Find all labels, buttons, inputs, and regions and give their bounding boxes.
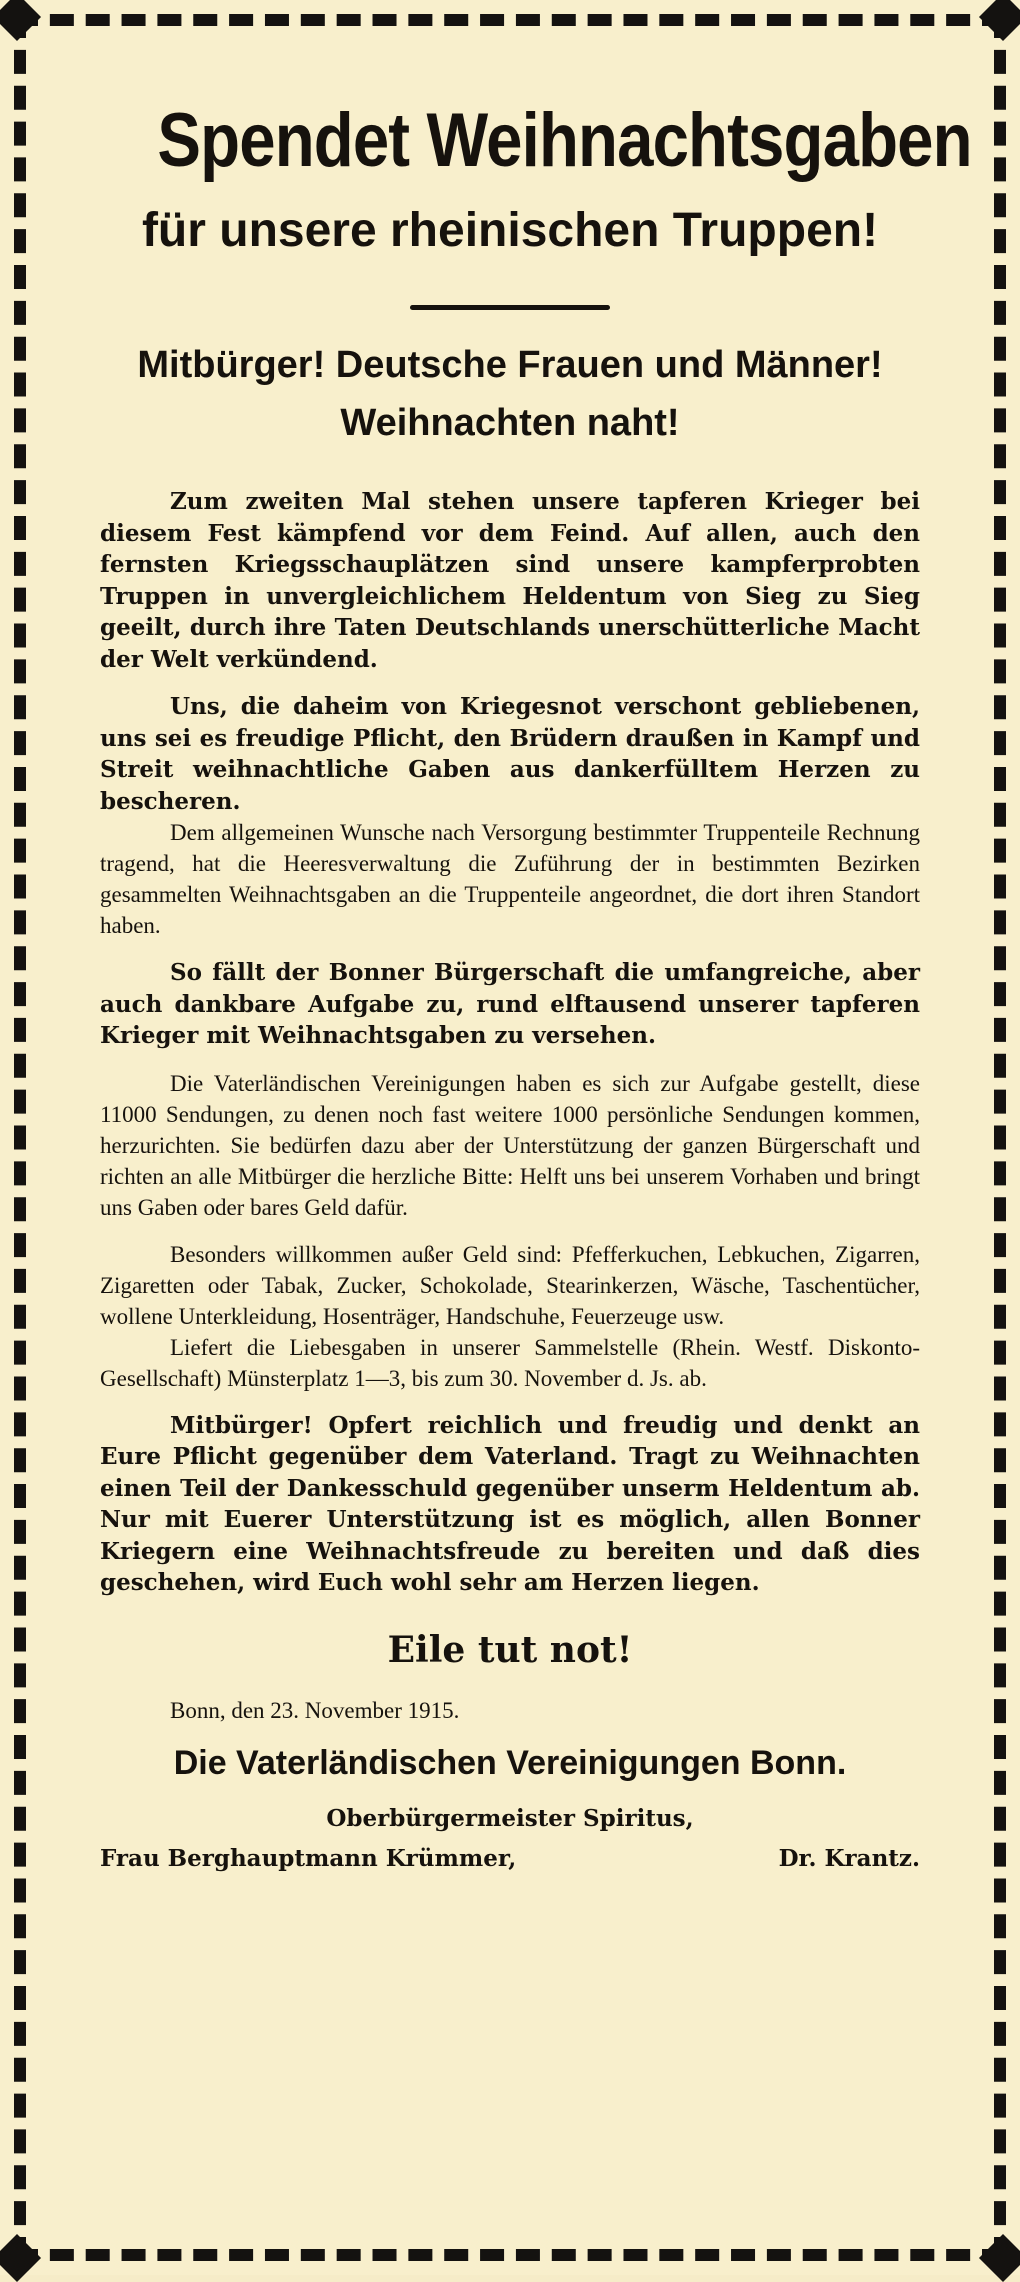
paragraph-5: Die Vaterländischen Vereinigungen haben es sich zur Aufgabe gestellt, diese 11000 Sendungen, zu denen noch fast weitere 1000 persönliche Sendungen kommen, herzurichten. Sie bedürfen dazu aber der Unterstützung der ganzen Bürgerschaft und richten an alle Mitbürger die herzliche Bitte: Helft uns bei unserem Vorhaben und bringt uns Gaben oder bares Geld dafür.	[100, 1070, 920, 1220]
call-to-action: Eile tut not!	[387, 1628, 633, 1671]
notice-body	[100, 95, 972, 1875]
signature-row	[100, 1843, 920, 1875]
notice-subtitle: für unsere rheinischen Truppen!	[141, 204, 879, 257]
signature-mayor: Oberbürgermeister Spiritus,	[326, 1804, 694, 1832]
paragraph-1: Zum zweiten Mal stehen unsere tapferen Krieger bei diesem Fest kämpfend vor dem Feind. Auf allen, auch den fernsten Kriegsschauplätzen sind unsere kampferprobten Truppen in unvergleichlichem Heldentum von Sieg zu Sieg geeilt, durch ihre Taten Deutschlands unerschütterliche Macht der Welt verkündend.	[100, 488, 920, 673]
ornamental-divider	[410, 305, 610, 310]
organization-name: Die Vaterländischen Vereinigungen Bonn.	[173, 1743, 847, 1782]
paragraph-3: Dem allgemeinen Wunsche nach Versorgung bestimmter Truppenteile Rechnung tragend, hat die Heeresverwaltung die Zuführung der in bestimmten Bezirken gesammelten Weihnachtsgaben an die Truppenteile angeordnet, die dort ihren Standort haben.	[100, 820, 920, 938]
signature-right: Dr. Krantz.	[778, 1844, 920, 1872]
date-line: Bonn, den 23. November 1915.	[170, 1697, 460, 1723]
christmas-heading: Weihnachten naht!	[340, 402, 680, 444]
signature-left: Frau Berghauptmann Krümmer,	[100, 1844, 517, 1872]
paragraph-8: Mitbürger! Opfert reichlich und freudig und denkt an Eure Pflicht gegenüber dem Vaterland. Tragt zu Weihnachten einen Teil der Dankesschuld gegenüber unserm Heldentum ab. Nur mit Euerer Unterstützung ist es möglich, allen Bonner Kriegern eine Weihnachtsfreude zu bereiten und daß dies geschehen, wird Euch wohl sehr am Herzen liegen.	[100, 1411, 920, 1596]
paragraph-2: Uns, die daheim von Kriegesnot verschont gebliebenen, uns sei es freudige Pflicht, den Brüdern draußen in Kampf und Streit weihnachtliche Gaben aus dankerfülltem Herzen zu bescheren.	[100, 693, 920, 815]
paragraph-6: Besonders willkommen außer Geld sind: Pfefferkuchen, Lebkuchen, Zigarren, Zigaretten oder Tabak, Zucker, Schokolade, Stearinkerzen, Wäsche, Taschentücher, wollene Unterkleidung, Hosenträger, Handschuhe, Feuerzeuge usw.	[100, 1241, 920, 1329]
notice-title: Spendet Weihnachtsgaben	[157, 98, 972, 183]
address-heading: Mitbürger! Deutsche Frauen und Männer!	[137, 344, 883, 386]
paragraph-4: So fällt der Bonner Bürgerschaft die umfangreiche, aber auch dankbare Aufgabe zu, rund elftausend unserer tapferen Krieger mit Weihnachtsgaben zu versehen.	[100, 959, 920, 1049]
paragraph-7: Liefert die Liebesgaben in unserer Sammelstelle (Rhein. Westf. Diskonto-Gesellschaft) Münsterplatz 1—3, bis zum 30. November d. Js. ab.	[100, 1334, 920, 1391]
